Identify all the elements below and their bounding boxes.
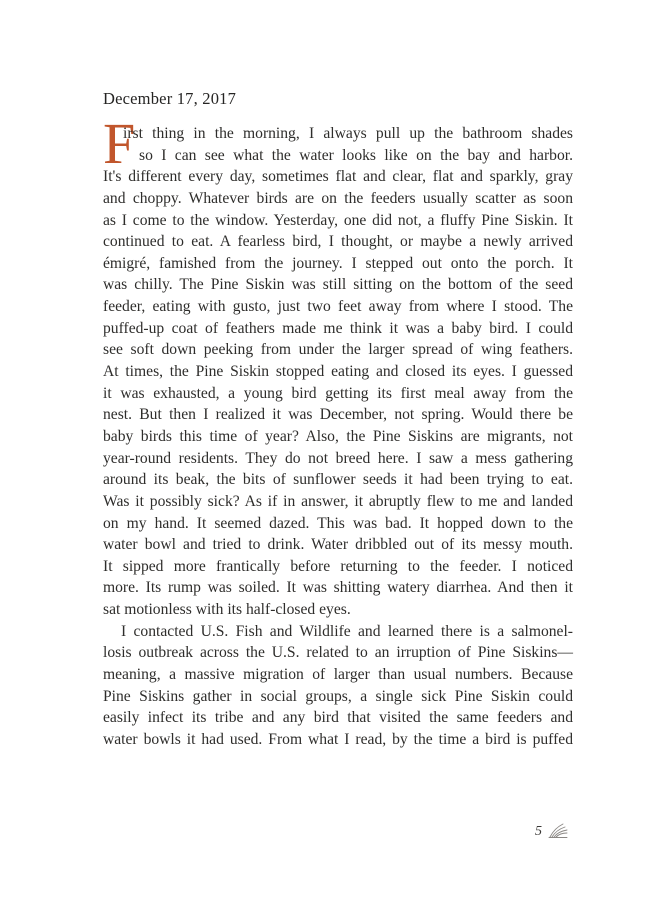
text-line: meaning, a massive migration of larger than usual numbers. Because xyxy=(103,666,573,684)
text-line: as I come to the window. Yesterday, one did not, a fluffy Pine Siskin. It xyxy=(103,211,573,229)
paragraph-1 xyxy=(103,111,573,621)
text-line: around its beak, the bits of sunflower seeds it had been trying to eat. xyxy=(103,471,573,489)
text-line: water bowl and tried to drink. Water dribbled out of its messy mouth. xyxy=(103,536,573,554)
text-line: sat motionless with its half-closed eyes. xyxy=(103,601,351,619)
text-line: year-round residents. They do not breed here. I saw a mess gathering xyxy=(103,449,573,467)
text-line: see soft down peeking from under the larger spread of wing feathers. xyxy=(103,341,573,359)
text-line: water bowls it had used. From what I read, by the time a bird is puffed xyxy=(103,730,573,748)
text-line: It sipped more frantically before returning to the feeder. I noticed xyxy=(103,557,573,575)
text-line: was chilly. The Pine Siskin was still sitting on the bottom of the seed xyxy=(103,276,573,294)
text-line: so I can see what the water looks like on the bay and harbor. xyxy=(139,146,573,164)
text-line: feeder, eating with gusto, just two feet away from where I stood. The xyxy=(103,298,573,316)
text-line: I contacted U.S. Fish and Wildlife and learned there is a salmonel- xyxy=(121,622,573,640)
text-line: At times, the Pine Siskin stopped eating and closed its eyes. I guessed xyxy=(103,363,573,381)
text-line: It's different every day, sometimes flat and clear, flat and sparkly, gray xyxy=(103,168,573,186)
drop-cap: F xyxy=(103,111,136,176)
text-line: on my hand. It seemed dazed. This was bad. It hopped down to the xyxy=(103,514,573,532)
text-line: émigré, famished from the journey. I stepped out onto the porch. It xyxy=(103,254,573,272)
text-line: puffed-up coat of feathers made me think it was a baby bird. I could xyxy=(103,319,573,337)
body-text xyxy=(103,111,573,751)
text-line: Pine Siskins gather in social groups, a single sick Pine Siskin could xyxy=(103,687,573,705)
text-line: irst thing in the morning, I always pull up the bathroom shades xyxy=(123,125,573,142)
feather-flourish-icon xyxy=(547,822,569,840)
paragraph-2 xyxy=(103,621,573,751)
text-line: it was exhausted, a young bird getting its first meal away from the xyxy=(103,384,573,402)
text-line: losis outbreak across the U.S. related to an irruption of Pine Siskins— xyxy=(103,644,573,662)
text-line: nest. But then I realized it was December, not spring. Would there be xyxy=(103,406,573,424)
text-line: more. Its rump was soiled. It was shitting watery diarrhea. And then it xyxy=(103,579,573,597)
text-line: Was it possibly sick? As if in answer, it abruptly flew to me and landed xyxy=(103,492,573,510)
text-line: and choppy. Whatever birds are on the feeders usually scatter as soon xyxy=(103,189,573,207)
page-number: 5 xyxy=(535,824,542,839)
text-line: easily infect its tribe and any bird that visited the same feeders and xyxy=(103,709,573,727)
entry-date: December 17, 2017 xyxy=(103,89,237,108)
text-line: baby birds this time of year? Also, the Pine Siskins are migrants, not xyxy=(103,427,573,445)
text-line: continued to eat. A fearless bird, I thought, or maybe a newly arrived xyxy=(103,233,573,251)
